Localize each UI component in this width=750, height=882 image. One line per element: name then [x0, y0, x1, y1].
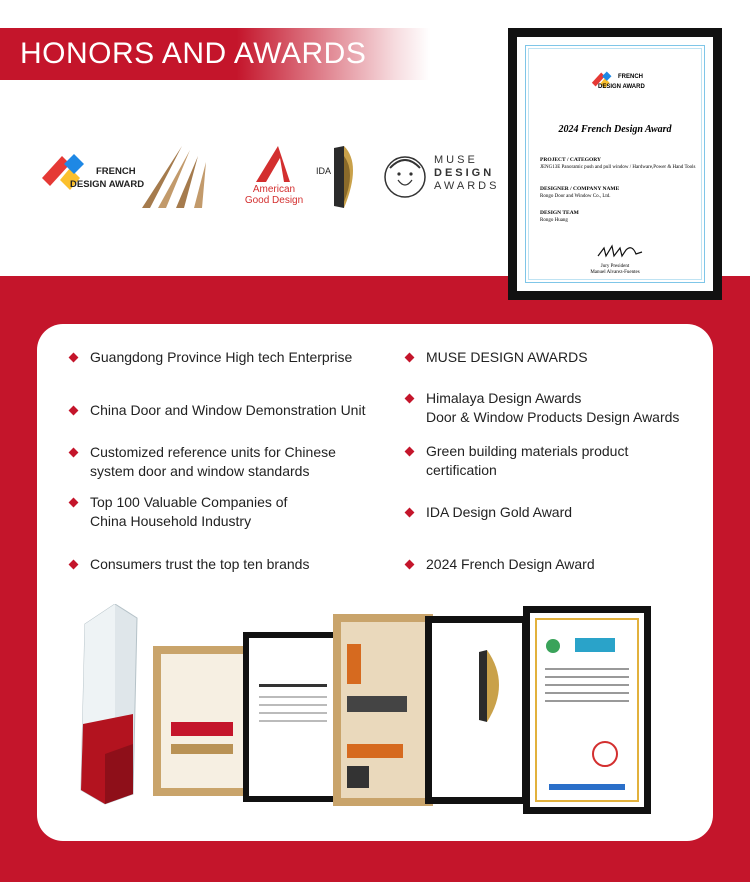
cert-sig-line2: Manuel Alvarez-Fuentes [590, 270, 640, 275]
ida-logo-text: IDA [316, 166, 332, 176]
american-logo-line1: American [252, 184, 296, 195]
cert-signature-block [526, 264, 704, 276]
certificate-title: 2024 French Design Award [558, 124, 672, 135]
honor-text: IDA Design Gold Award [426, 504, 573, 520]
honor-text-line1: Top 100 Valuable Companies of [90, 494, 288, 510]
muse-logo-line2: DESIGN [434, 167, 495, 179]
muse-logo-line3: AWARDS [434, 180, 500, 192]
american-good-design-logo [226, 144, 306, 210]
cert-team-text: Rongo Huang [540, 218, 568, 223]
muse-logo-line1: MUSE [434, 154, 478, 166]
honor-text-line1: Himalaya Design Awards [426, 390, 582, 406]
french-design-award-logo [38, 150, 148, 210]
cert-sig-line1: Jury President [600, 264, 630, 269]
ida-certificate-image [425, 616, 529, 804]
honor-text: MUSE DESIGN AWARDS [426, 349, 588, 365]
ida-logo [316, 142, 372, 214]
section-title: HONORS AND AWARDS [20, 37, 367, 70]
gold-2024-plaque-image [333, 614, 433, 806]
cert-project-text: JENG13E Panoramic push and pull window / Hardware,Power & Hand Tools [540, 165, 696, 170]
crystal-trophy-image [81, 604, 137, 804]
french-logo-line2: DESIGN AWARD [70, 179, 145, 190]
rongo-plaque-image [153, 646, 251, 796]
honor-text-line2: system door and window standards [90, 463, 310, 479]
cert-project-label: PROJECT / CATEGORY [540, 157, 602, 163]
award-plaques-row [75, 604, 675, 834]
honor-text-line2: China Household Industry [90, 513, 252, 529]
cert-designer-label: DESIGNER / COMPANY NAME [540, 186, 620, 192]
honor-text: 2024 French Design Award [426, 556, 595, 572]
honor-text: Consumers trust the top ten brands [90, 556, 310, 572]
cert-team-label: DESIGN TEAM [540, 210, 579, 216]
cert-logo-line2: DESIGN AWARD [598, 84, 645, 90]
signature [596, 242, 646, 262]
american-logo-line2: Good Design [244, 195, 304, 206]
honor-text-line2: Door & Window Products Design Awards [426, 409, 680, 425]
cert-logo-line1: FRENCH [618, 74, 643, 80]
muse-certificate-image [243, 632, 343, 802]
section-header [0, 28, 430, 80]
certificate-logo [590, 68, 645, 95]
cqm-certificate-image [523, 606, 651, 814]
golden-stripes-logo [142, 144, 222, 210]
honor-text-line2: certification [426, 462, 497, 478]
honor-text: Guangdong Province High tech Enterprise [90, 349, 353, 365]
honor-text-line1: Green building materials product [426, 443, 629, 459]
honor-text-line1: Customized reference units for Chinese [90, 444, 336, 460]
award-logos-row [30, 140, 500, 220]
muse-design-awards-logo [380, 150, 500, 210]
french-design-award-certificate [508, 28, 722, 300]
french-logo-line1: FRENCH [96, 166, 136, 177]
honor-text: China Door and Window Demonstration Unit [90, 402, 366, 418]
cert-designer-text: Rongo Door and Window Co., Ltd. [540, 194, 611, 199]
